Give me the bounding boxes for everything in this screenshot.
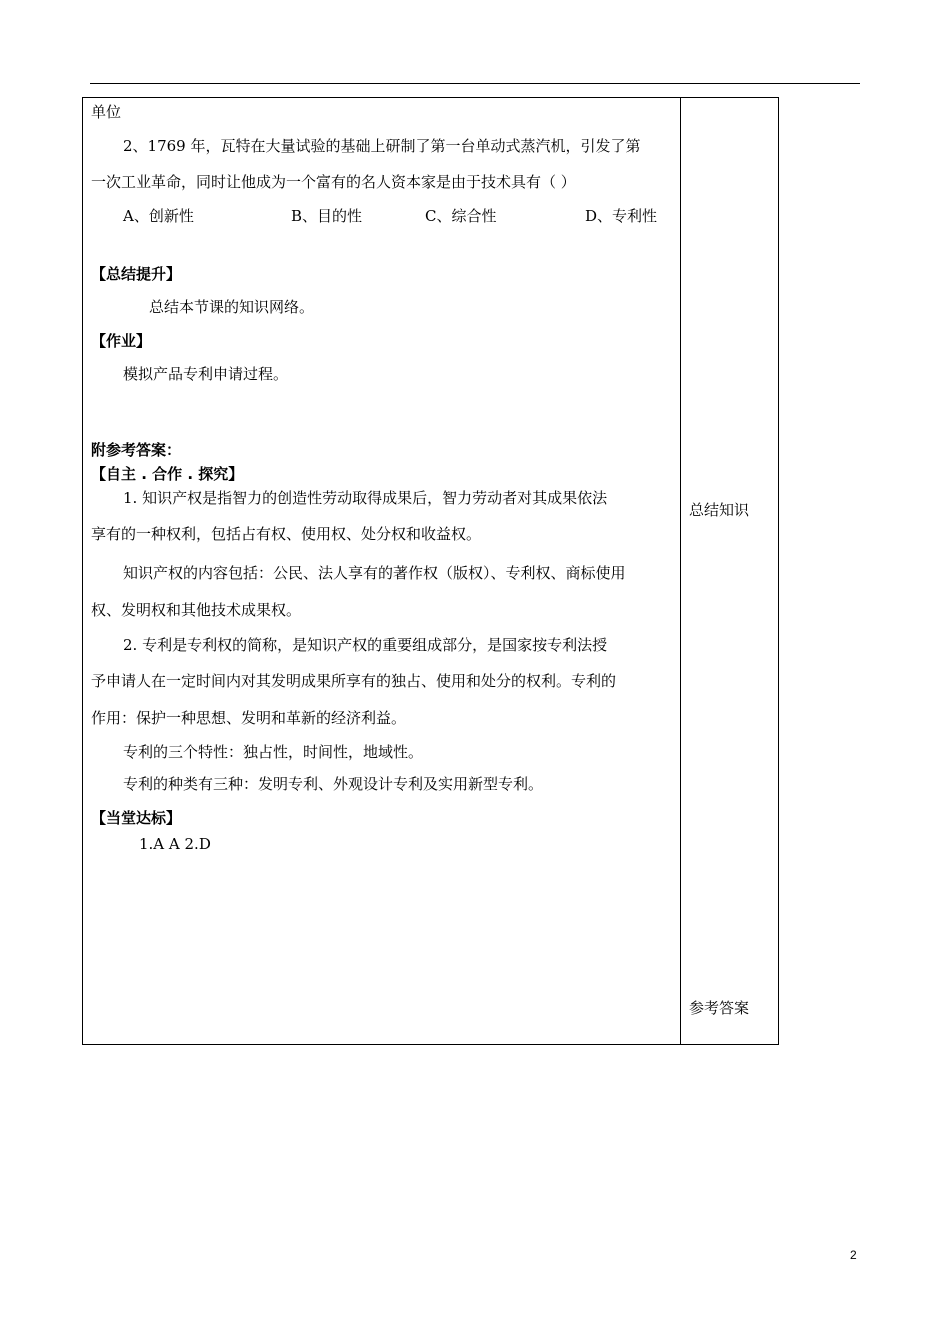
section-heading-practice: 【当堂达标】	[91, 809, 182, 827]
option-d: D、专利性	[585, 207, 658, 225]
option-c: C、综合性	[425, 207, 497, 225]
page-number: 2	[850, 1248, 857, 1262]
summary-text: 总结本节课的知识网络。	[149, 298, 315, 316]
answer-1-line-1: 1. 知识产权是指智力的创造性劳动取得成果后，智力劳动者对其成果依法	[123, 489, 608, 507]
option-a: A、创新性	[123, 207, 194, 225]
header-rule	[90, 83, 860, 84]
answer-2-line-5: 专利的种类有三种：发明专利、外观设计专利及实用新型专利。	[123, 775, 544, 793]
answer-2-line-2: 予申请人在一定时间内对其发明成果所享有的独占、使用和处分的权利。专利的	[91, 672, 617, 690]
question-2-line-2: 一次工业革命，同时让他成为一个富有的名人资本家是由于技术具有（ ）	[91, 173, 576, 191]
section-heading-explore: 【自主 . 合作 . 探究】	[91, 465, 244, 483]
side-label-answers: 参考答案	[689, 999, 750, 1017]
answer-2-line-4: 专利的三个特性：独占性，时间性，地域性。	[123, 743, 424, 761]
answer-2-line-3: 作用：保护一种思想、发明和革新的经济利益。	[91, 709, 407, 727]
answer-2-line-1: 2. 专利是专利权的简称，是知识产权的重要组成部分，是国家按专利法授	[123, 636, 608, 654]
practice-answers: 1.A A 2.D	[139, 835, 211, 853]
side-label-summary: 总结知识	[689, 501, 750, 519]
text-line: 单位	[91, 103, 122, 121]
question-2-line-1: 2、1769 年，瓦特在大量试验的基础上研制了第一台单动式蒸汽机，引发了第	[123, 137, 641, 155]
content-table	[82, 97, 779, 1045]
answer-1-line-2: 享有的一种权利，包括占有权、使用权、处分权和收益权。	[91, 525, 482, 543]
option-b: B、目的性	[291, 207, 363, 225]
homework-text: 模拟产品专利申请过程。	[123, 365, 289, 383]
section-heading-summary: 【总结提升】	[91, 265, 182, 283]
answers-heading: 附参考答案：	[91, 441, 182, 459]
answer-1-line-4: 权、发明权和其他技术成果权。	[91, 601, 302, 619]
section-heading-homework: 【作业】	[91, 332, 152, 350]
answer-1-line-3: 知识产权的内容包括：公民、法人享有的著作权（版权）、专利权、商标使用	[123, 564, 626, 582]
column-divider	[680, 98, 681, 1044]
